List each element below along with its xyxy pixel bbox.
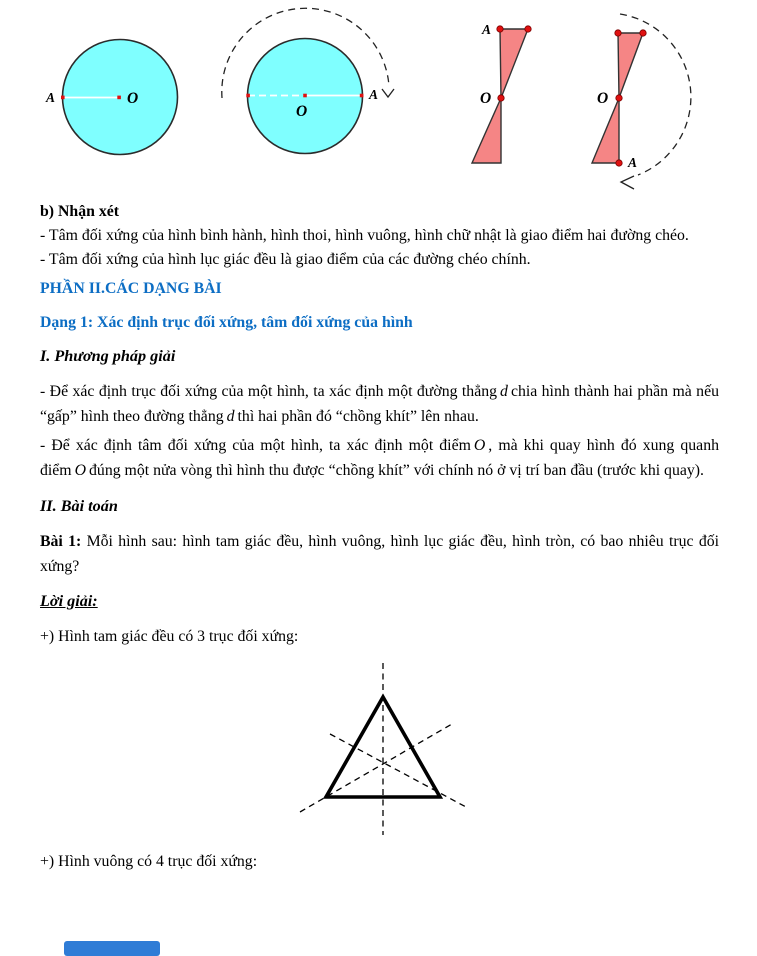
method-p2-pre: - Để xác định tâm đối xứng của một hình, ta xác định một điểm — [40, 437, 471, 454]
remark-item-1: - Tâm đối xứng của hình bình hành, hình thoi, hình vuông, hình chữ nhật là giao điểm hai đường chéo. — [40, 227, 689, 244]
math-d: d — [500, 383, 508, 400]
top-left-dot — [615, 30, 621, 36]
center-dot — [616, 95, 622, 101]
solution-item-triangle: +) Hình tam giác đều có 3 trục đối xứng: — [40, 628, 299, 645]
upper-triangle — [618, 33, 643, 98]
method-p2-post: đúng một nửa vòng thì hình thu được “chồng khít” với chính nó ở vị trí ban đầu (trước khi quay). — [89, 462, 704, 479]
flag-rotated-figure — [592, 14, 691, 189]
upper-triangle — [500, 29, 528, 98]
solution-heading: Lời giải: — [40, 592, 98, 610]
flag-plain-figure — [472, 22, 531, 163]
label-o: O — [127, 90, 139, 107]
method-p2-mid: , mà khi quay hình đó xung quanh điểm — [40, 437, 719, 479]
method-heading: I. Phương pháp giải — [40, 347, 176, 365]
label-a: A — [46, 90, 56, 105]
symmetry-figures — [0, 0, 757, 196]
remark-item-2: - Tâm đối xứng của hình lục giác đều là giao điểm của các đường chéo chính. — [40, 251, 531, 268]
problem-section-heading: II. Bài toán — [40, 497, 118, 515]
point-a-dot — [616, 160, 622, 166]
label-a: A — [628, 155, 638, 170]
label-o: O — [296, 103, 308, 120]
math-o: O — [473, 437, 486, 454]
label-o: O — [480, 90, 492, 107]
method-p1-post: thì hai phần đó “chồng khít” lên nhau. — [237, 408, 479, 425]
triangle-symmetry-figure — [278, 655, 490, 841]
remark-heading: b) Nhận xét — [40, 203, 119, 220]
center-dot — [117, 96, 121, 100]
point-a-dot — [61, 96, 65, 100]
top-right-dot — [525, 26, 531, 32]
center-dot — [303, 94, 307, 98]
arc-arrowhead-icon — [621, 176, 634, 189]
label-o: O — [597, 90, 609, 107]
problem-1-label: Bài 1: — [40, 533, 82, 550]
label-a: A — [369, 87, 379, 102]
circle-rotated-figure — [222, 8, 394, 153]
top-right-dot — [640, 30, 646, 36]
math-d: d — [226, 408, 235, 425]
footer-blue-bar — [64, 941, 160, 956]
problem-1-text: Mỗi hình sau: hình tam giác đều, hình vuông, hình lục giác đều, hình tròn, có bao nhiêu trục đối xứng? — [40, 533, 720, 575]
method-paragraph-1 — [40, 379, 719, 429]
point-a-dot — [360, 94, 364, 98]
lower-triangle — [472, 98, 501, 163]
solution-item-square: +) Hình vuông có 4 trục đối xứng: — [40, 853, 258, 870]
point-a-dot — [497, 26, 503, 32]
method-paragraph-2 — [40, 433, 719, 483]
label-a: A — [482, 22, 492, 37]
left-edge-dot — [246, 94, 250, 98]
center-dot — [498, 95, 504, 101]
arc-arrowhead-icon — [382, 89, 394, 97]
type-heading: Dạng 1: Xác định trục đối xứng, tâm đối xứng của hình — [40, 314, 413, 331]
lower-triangle — [592, 98, 619, 163]
problem-1 — [40, 529, 719, 579]
part-heading: PHẦN II.CÁC DẠNG BÀI — [40, 280, 222, 297]
method-p1-pre: - Để xác định trục đối xứng của một hình, ta xác định một đường thẳng — [40, 383, 498, 400]
math-o: O — [74, 462, 87, 479]
circle-plain-figure — [45, 40, 178, 155]
method-p1-mid: chia hình thành hai phần mà nếu “gấp” hình theo đường thẳng — [40, 383, 719, 425]
